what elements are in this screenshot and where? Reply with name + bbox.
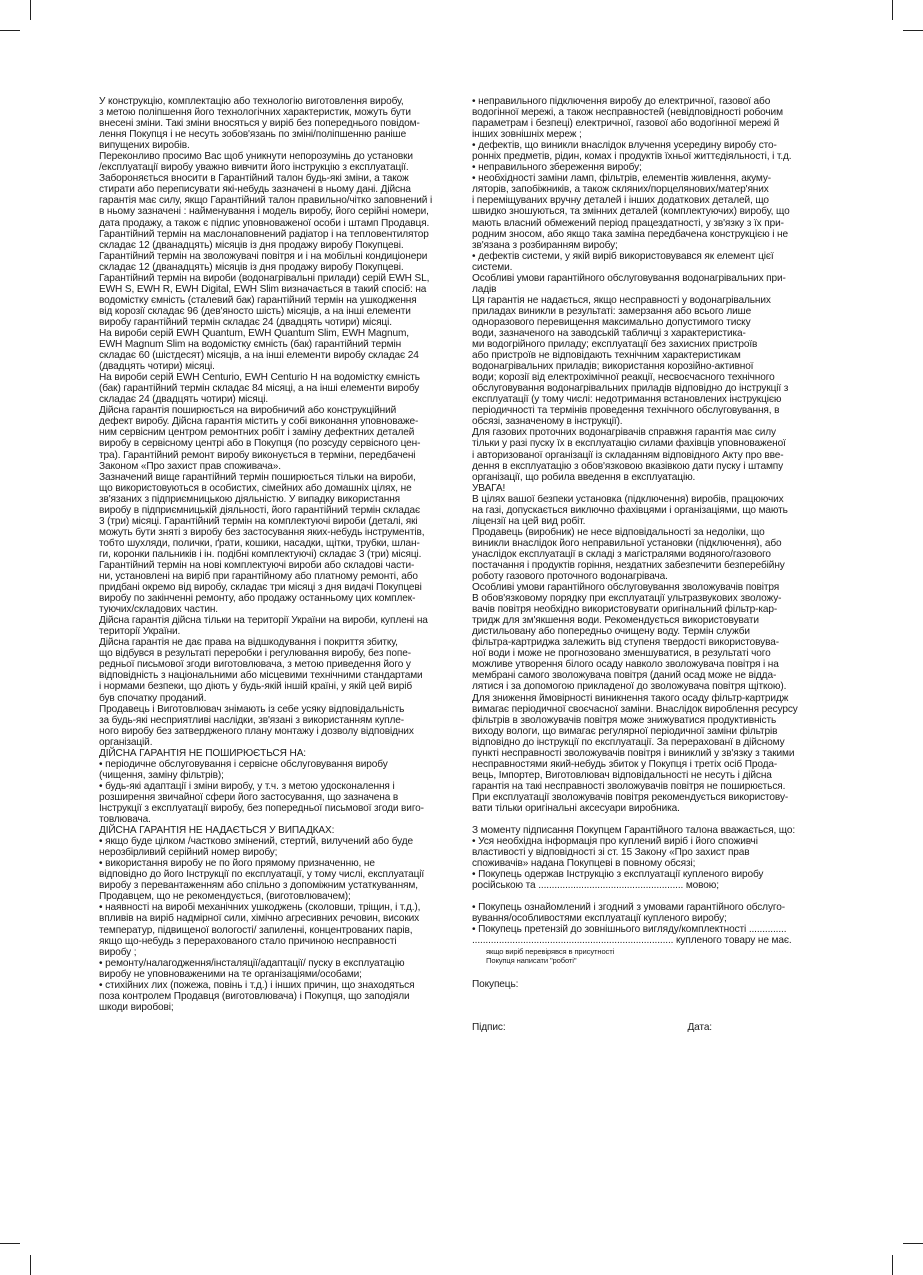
crop-mark — [892, 0, 893, 20]
paragraph: • стихійних лих (пожежа, повінь і т.д.) і інших причин, що знаходяться поза контролем Продавця (виготовлювача) і Покупця, що заподіяли шкоди виробові; — [99, 979, 415, 1013]
paragraph: • дефектів системи, у якій виріб використовувався як елемент цієї системи. — [472, 250, 774, 273]
paragraph-gap — [472, 891, 828, 902]
crop-mark — [0, 30, 20, 31]
paragraph: • дефектів, що виникли внаслідок влучення усередину виробу сто- ронніх предметів, рідин, комах і продуктів їхньої життєдіяльності, і т.д. — [472, 140, 792, 163]
paragraph: При експлуатації зволожувачів повітря рекомендується використову- вати тільки оригінальні аксесуари виробника. — [472, 791, 789, 814]
paragraph-gap — [472, 814, 828, 825]
paragraph: • неправильного підключення виробу до електричної, газової або водогінної мережі, а також несправностей (невідповідності робочим параметрам і безпеці) електричної, газової або водогінної мережі й інших зовнішніх мереж ; — [472, 96, 783, 141]
paragraph: • Покупець ознайомлений і згодний з умовами гарантійного обслуго- вування/особливостями експлуатації купленого виробу; — [472, 902, 785, 925]
paragraph: Дійсна гарантія поширюється на виробничий або конструкційний дефект виробу. Дійсна гарантія містить у собі виконання уповноваже- ним сервісним центром ремонтних робіт і заміну дефектних деталей виробу в сервісному центрі або в Покупця (по розсуду сервісного цен- тра). Гарантійний ремонт виробу виконується в терміни, передбачені Законом «Про захист прав споживача». — [99, 405, 421, 472]
paragraph: Гарантійний термін на нові комплектуючі вироби або складові части- ни, установлені на виріб при гарантійному або платному ремонті, або придбані окремо від виробу, складає три місяці з дня видачі Покупцеві виробу по закінченні ремонту, або продажу останньому цих комплек- туючих/складових частин. — [99, 559, 422, 616]
paragraph: • використання виробу не по його прямому призначенню, не відповідно до його Інструкції по експлуатації, у тому числі, експлуатації виробу з перевантаженням або спільно з допоміжним устаткуванням, Продавцем, що не рекомендується, (виготовлювачем); — [99, 858, 425, 903]
paragraph: Для зниження ймовірності виникнення такого осаду фільтр-картридж вимагає періодичної своєчасної заміни. Внаслідок вироблення ресурсу фільтрів в зволожувачів повітря може знижуватися продуктивність виходу вологи, що вимагає регулярної періодичної заміни фільтрів відповідно до інструкції по експлуатації. За перерахованї в дійсному пункті несправності зволожувачів повітря і виниклий у зв'язку з такими несправностями який-небудь збиток у Покупця і третіх осіб Прода- вець, Імпортер, Виготовлювач відповідальності не несуть і дійсна гарантія на такі несправності зволожувачів повітря не поширюється. — [472, 692, 798, 792]
crop-mark — [903, 30, 923, 31]
paragraph: • будь-які адаптації і зміни виробу, у т.ч. з метою удосконалення і розширення звичайної сфери його застосування, що зазначена в Інструкції з експлуатації виробу, без попередньої письмової згоди виго- товлювача. — [99, 780, 424, 826]
paragraph: На вироби серій EWH Quantum, EWH Quantum Slim, EWH Magnum, EWH Magnum Slim на водомістку ємність (бак) гарантійний термін складає 60 (шістдесят) місяців, а на інші елементи виробу складає 24 (двадцять чотири) місяці. — [99, 327, 419, 373]
paragraph: З моменту підписання Покупцем Гарантійного талона вважається, що: — [472, 825, 796, 837]
paragraph: Дійсна гарантія дійсна тільки на території України на вироби, куплені на території України. — [99, 615, 428, 638]
paragraph: Особливі умови гарантійного обслуговування водонагрівальних при- ладів — [472, 272, 786, 295]
paragraph: Гарантійний термін на маслонаповнений радіатор і на тепловентилятор складає 12 (дванадцять) місяців із дня продажу виробу Покупцеві. — [99, 228, 429, 251]
crop-mark — [30, 0, 31, 20]
crop-mark — [892, 1255, 893, 1275]
paragraph: Дійсна гарантія не дає права на відшкодування і покриття збитку, що відбувся в результаті переробки і регулювання виробу, без попе- редньої письмової згоди виготовлювача, з метою приведення його у відповідність з національними або місцевими технічними стандартами і нормами безпеки, що діють у будь-якій іншій країні, у якій цей виріб був спочатку проданий. — [99, 637, 423, 704]
paragraph: Переконливо просимо Вас щоб уникнути непорозумінь до установки /експлуатації виробу уважно вивчити його інструкцію з експлуатації. Забороняється вносити в Гарантійний талон будь-які зміни, а також стирати або переписувати які-небудь зазначені в ньому дані. Дійсна гарантія має силу, якщо Гарантійний талон правильно/чітко заповнений і в ньому зазначені : найменування і модель виробу, його серійні номери, дата продажу, а також є підпис уповноваженої особи і штамп Продавця. — [99, 151, 433, 229]
small-note: якщо виріб перевірявся в присутності Покупця написати "роботі" — [486, 946, 615, 965]
paragraph: Гарантійний термін на вироби (водонагрівальні прилади) серій EWH SL, EWH S, EWH R, EWH Digital, EWH Slim визначається в такий спосіб: на водомістку ємність (сталевий бак) гарантійний термін на ушкодження від корозії складає 96 (дев'яносто шість) місяців, а на інші елементи виробу гарантійний термін складає 24 (двадцять чотири) місяці. — [99, 272, 430, 328]
crop-mark — [30, 1255, 31, 1275]
paragraph: Продавець і Виготовлювач знімають із себе усяку відповідальність за будь-які несприятливі наслідки, зв'язані з використанням купле- ного виробу без затвердженого плану монтажу і дозволу відповідних організацій. — [99, 703, 414, 748]
paragraph: УВАГА! — [472, 482, 506, 494]
paragraph: Зазначений вище гарантійний термін поширюється тільки на вироби, що використовуються в особистих, сімейних або домашніх цілях, не зв'язаних з підприємницькою діяльністю. У випадку використання виробу в підприємницькій діяльності, його гарантійний термін складає 3 (три) місяці. Гарантійний термін на комплектуючі вироби (деталі, які можуть бути зняті з виробу без застосування яких-небудь інструментів, тобто шухляди, полички, ґрати, кошики, насадки, щітки, трубки, шлан- ги, коронки пальників і ін. подібні комплектуючі) складає 3 (три) місяці. — [99, 471, 425, 560]
paragraph: В цілях вашої безпеки установка (підключення) виробів, працюючих на газі, допускається виключно фахівцями і організаціями, що мають ліцензії на цей вид робіт. — [472, 493, 788, 527]
paragraph: • періодичне обслуговування і сервісне обслуговування виробу (чищення, заміну фільтрів); — [99, 758, 388, 781]
right-column — [472, 96, 828, 1033]
date-label: Дата: — [687, 1021, 712, 1033]
left-column — [99, 96, 455, 1013]
paragraph: • неправильного збереження виробу; — [472, 162, 642, 174]
paragraph: • ремонту/налагодження/інсталяції/адаптації/ пуску в експлуатацію виробу не уповноваженими на те організаціями/особами; — [99, 957, 405, 980]
paragraph: ДІЙСНА ГАРАНТІЯ НЕ НАДАЄТЬСЯ У ВИПАДКАХ: — [99, 825, 335, 837]
buyer-label: Покупець: — [472, 978, 519, 990]
paragraph: В обов'язковому порядку при експлуатації ультразвукових зволожу- вачів повітря необхідно використовувати оригінальний фільтр-кар- тридж для зм'якшення води. Рекомендується використовувати дистильовану або попередньо очищену воду. Термін служби фільтра-картриджа залежить від ступеня твердості використовува- ної води і може не прогнозовано зменшуватися, в результаті чого можливе утворення білого осаду навколо зволожувача повітря і на мембрані самого зволожувача повітря (даний осад може не відда- лятися і за допомогою прикладеної до зволожувача повітря щіткою). — [472, 593, 787, 693]
crop-mark — [0, 1243, 20, 1244]
paragraph: • необхідності заміни ламп, фільтрів, елементів живлення, акуму- ляторів, запобіжників, а також скляних/порцелянових/матер'яних і переміщуваних вручну деталей і інших додаткових деталей, що швидко зношуються, та змінних деталей (комплектуючих) виробу, що мають власний обмежений період працездатності, у зв'язку з їх при- родним зносом, або якщо така заміна передбачена конструкцією і не зв'язана з розбиранням виробу; — [472, 173, 790, 251]
paragraph: У конструкцію, комплектацію або технологію виготовлення виробу, з метою поліпшення його технологічних характеристик, можуть бути внесені зміни. Такі зміни вносяться у виріб без попереднього повідом- лення Покупця і не несуть зобов'язань по зміні/поліпшенню раніше випущених виробів. — [99, 96, 420, 152]
crop-mark — [903, 1243, 923, 1244]
paragraph: На вироби серій EWH Centurio, EWH Centurio H на водомістку ємність (бак) гарантійний термін складає 84 місяці, а на інші елементи виробу складає 24 (двадцять чотири) місяці. — [99, 372, 420, 406]
paragraph: Для газових проточних водонагрівачів справжня гарантія має силу тільки у разі пуску їх в експлуатацію силами фахівців уповноваженої і авторизованої організації із складанням відповідного Акту про вве- дення в експлуатацію з обов'язковою вказівкою дати пуску і штампу організації, що робила введення в експлуатацію. — [472, 427, 786, 483]
paragraph: • Покупець претензій до зовнішнього вигляду/комплектності .............. ........................................................................... купленого товару не має. — [472, 924, 792, 947]
paragraph: Особливі умови гарантійного обслуговування зволожувачів повітря — [472, 582, 780, 594]
paragraph: • наявності на виробі механічних ушкоджень (сколовши, тріщин, і т.д.), впливів на виріб надмірної сили, хімічно агресивних речовин, високих температур, підвищеної вологості/ запиленні, концентрованих парів, якщо що-небудь з перерахованого стало причиною несправності виробу ; — [99, 902, 421, 958]
signature-label: Підпис: — [472, 1021, 506, 1033]
right-paragraphs — [472, 96, 828, 947]
paragraph: • Уся необхідна інформація про куплений виріб і його споживчі властивості у відповідності зі ст. 15 Закону «Про захист прав споживачів» надана Покупцеві в повному обсязі; — [472, 836, 758, 870]
paragraph: Ця гарантія не надається, якщо несправності у водонагрівальних приладах виникли в результаті: замерзання або всього лише одноразового перевищення максимально допустимого тиску води, зазначеного на заводській табличці з характеристика- ми водогрійного приладу; експлуатації без захисних пристроїв або пристроїв не відповідають технічним характеристикам водонагрівальних приладів; використання корозійно-активної води; корозії від електрохімічної реакції, несвоєчасного технічного обслуговування водонагрівальних приладів відповідно до інструкції з експлуатації (у тому числі: недотримання встановлених інструкцією періодичності та термінів проведення технічного обслуговування, в обсязі, зазначеному в інструкції). — [472, 294, 789, 428]
paragraph: ДІЙСНА ГАРАНТІЯ НЕ ПОШИРЮЄТЬСЯ НА: — [99, 747, 306, 759]
paragraph: • Покупець одержав Інструкцію з експлуатації купленого виробу російською та ...................................................... мовою; — [472, 869, 764, 892]
paragraph: • якщо буде цілком /частково змінений, стертий, вилучений або буде нерозбірливий серійний номер виробу; — [99, 836, 414, 859]
paragraph: Гарантійний термін на зволожувачі повітря и і на мобільні кондиціонери складає 12 (дванадцять) місяців із дня продажу виробу Покупцеві. — [99, 250, 428, 273]
signature-row — [472, 1022, 712, 1033]
paragraph: Продавець (виробник) не несе відповідальності за недоліки, що виникли внаслідок його неправильної установки (підключення), або унаслідок експлуатації в складі з магістралями водяного/газового постачання і продуктів горіння, нездатних забезпечити безперебійну роботу газового проточного водонагрівача. — [472, 526, 785, 583]
